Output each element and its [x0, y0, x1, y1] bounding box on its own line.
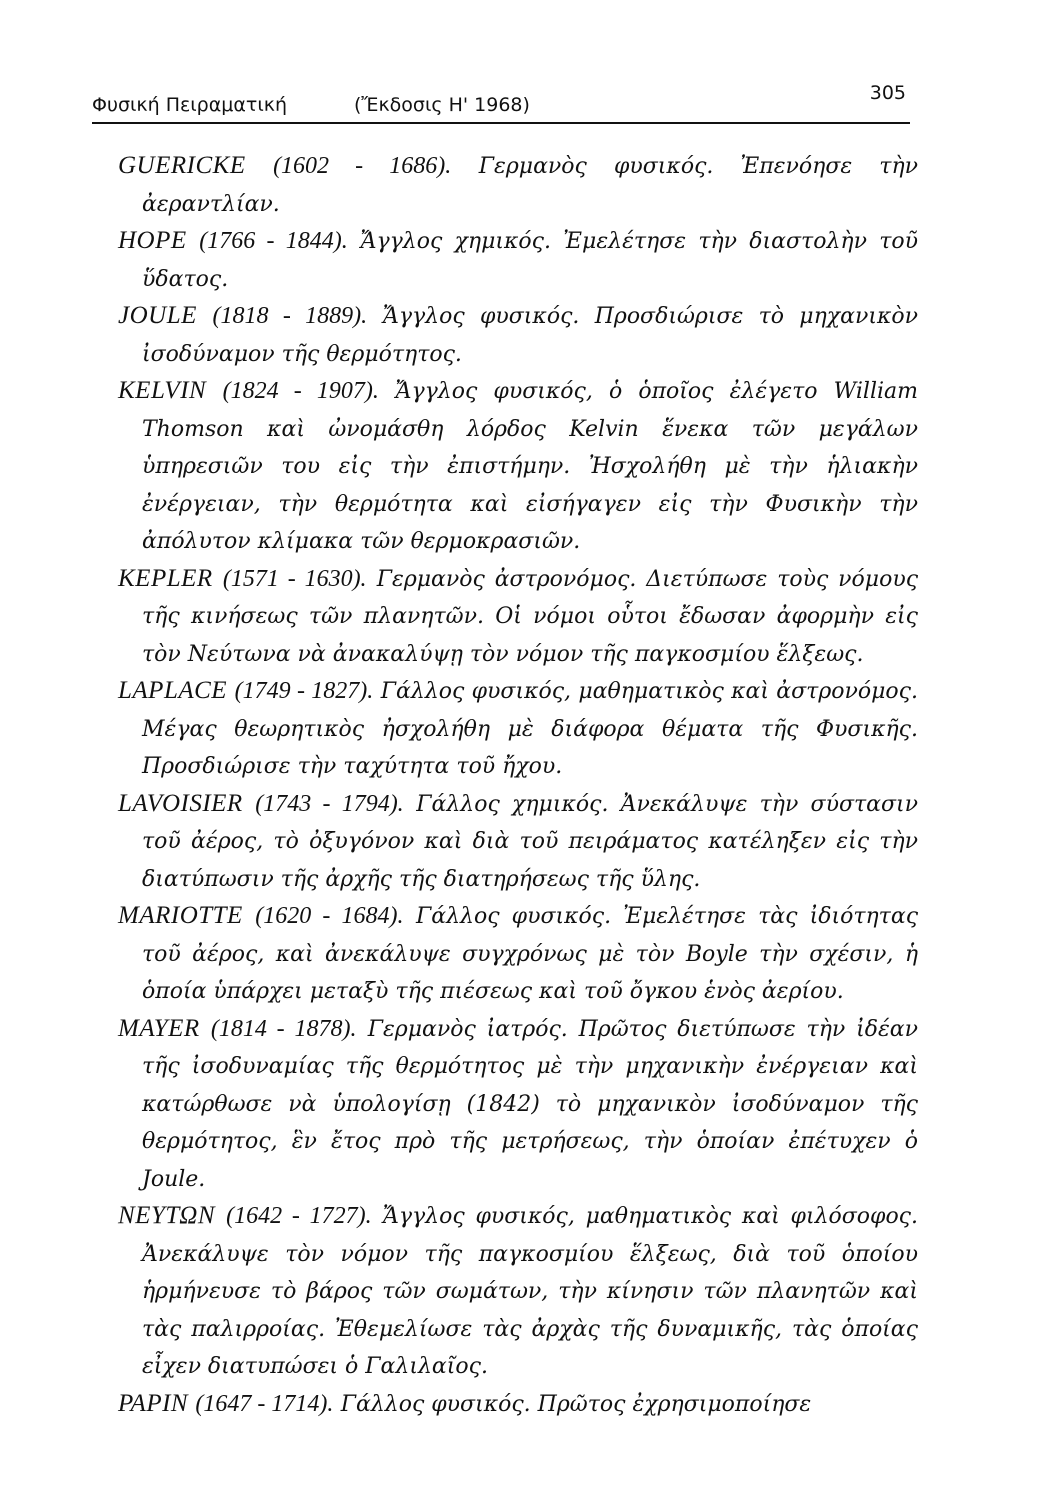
edition-label: (Ἔκδοσις Η' 1968) [354, 94, 530, 116]
entry-name: PAPIN [118, 1389, 189, 1417]
entry-newton [118, 1198, 918, 1386]
entry-name: GUERICKE [118, 152, 246, 179]
entry-kepler [118, 561, 918, 674]
entry-text: Γάλλος φυσικός. Πρῶτος ἐχρησιμοποίησε [340, 1391, 812, 1417]
entry-years: (1647 - 1714). [195, 1390, 334, 1417]
page-header [92, 82, 910, 124]
entry-name: KELVIN [118, 377, 207, 404]
book-title: Φυσική Πειραματική [92, 94, 287, 116]
entry-years: (1642 - 1727). [226, 1203, 372, 1229]
entry-years: (1743 - 1794). [255, 790, 404, 817]
entry-laplace [118, 673, 918, 786]
entry-years: (1818 - 1889). [212, 303, 368, 329]
entry-text: Ἄγγλος φυσικός, μαθηματικὸς καὶ φιλόσοφος. Ἀνεκάλυψε τὸν νόμον τῆς παγκοσμίου ἕλξεως, διὰ τοῦ ὁποίου ἡρμήνευσε τὸ βάρος τῶν σωμάτων, τὴν κίνησιν τῶν πλανητῶν καὶ τὰς παλιρροίας. Ἐθεμελίωσε τὰς ἀρχὰς τῆς δυναμικῆς, τὰς ὁποίας εἶχεν διατυπώσει ὁ Γαλιλαῖος. [142, 1204, 919, 1379]
entry-text: Γερμανὸς ἰατρός. Πρῶτος διετύπωσε τὴν ἰδέαν τῆς ἰσοδυναμίας τῆς θερμότητος μὲ τὴν μηχανικὴν ἐνέργειαν καὶ κατώρθωσε νὰ ὑπολογίσῃ (1842) τὸ μηχανικὸν ἰσοδύναμον τῆς θερμότητος, ἓν ἔτος πρὸ τῆς μετρήσεως, τὴν ὁποίαν ἐπέτυχεν ὁ Joule. [142, 1016, 919, 1192]
entry-mariotte [118, 898, 918, 1011]
entry-years: (1749 - 1827). [234, 678, 374, 704]
entry-guericke [118, 148, 918, 223]
entry-text: Γερμανὸς φυσικός. Ἐπενόησε τὴν ἀεραντλίαν. [142, 154, 919, 217]
entry-text: Γερμανὸς ἀστρονόμος. Διετύπωσε τοὺς νόμους τῆς κινήσεως τῶν πλανητῶν. Οἱ νόμοι οὗτοι ἔδωσαν ἀφορμὴν εἰς τὸν Νεύτωνα νὰ ἀνακαλύψῃ τὸν νόμον τῆς παγκοσμίου ἕλξεως. [142, 566, 919, 667]
entry-name: LAVOISIER [118, 789, 243, 817]
entry-years: (1620 - 1684). [255, 903, 404, 929]
entry-years: (1824 - 1907). [222, 378, 379, 404]
entry-name: MAYER [118, 1014, 200, 1042]
entry-name: JOULE [118, 302, 197, 329]
entry-hope [118, 223, 918, 298]
entry-years: (1814 - 1878). [210, 1015, 357, 1042]
page-number: 305 [869, 82, 906, 104]
entry-text: Γάλλος φυσικός, μαθηματικὸς καὶ ἀστρονόμος. Μέγας θεωρητικὸς ἠσχολήθη μὲ διάφορα θέματα τῆς Φυσικῆς. Προσδιώρισε τὴν ταχύτητα τοῦ ἤχου. [142, 679, 918, 779]
entry-years: (1602 - 1686). [273, 153, 452, 179]
entry-years: (1766 - 1844). [199, 228, 348, 254]
entry-name: ΝΕΥΤΩΝ [118, 1202, 216, 1229]
entry-text: Ἄγγλος φυσικός, ὁ ὁποῖος ἐλέγετο William Thomson καὶ ὠνομάσθη λόρδος Kelvin ἕνεκα τῶν μεγάλων ὑπηρεσιῶν του εἰς τὴν ἐπιστήμην. Ἠσχολήθη μὲ τὴν ἡλιακὴν ἐνέργειαν, τὴν θερμότητα καὶ εἰσήγαγεν εἰς τὴν Φυσικὴν τὴν ἀπόλυτον κλίμακα τῶν θερμοκρασιῶν. [142, 379, 919, 554]
entry-text: Γάλλος φυσικός. Ἐμελέτησε τὰς ἰδιότητας τοῦ ἀέρος, καὶ ἀνεκάλυψε συγχρόνως μὲ τὸν Boyle τὴν σχέσιν, ἡ ὁποία ὑπάρχει μεταξὺ τῆς πιέσεως καὶ τοῦ ὄγκου ἑνὸς ἀερίου. [142, 904, 919, 1004]
entry-mayer [118, 1011, 918, 1199]
entry-lavoisier [118, 786, 918, 899]
entry-name: HOPE [118, 227, 187, 254]
entry-text: Ἄγγλος χημικός. Ἐμελέτησε τὴν διαστολὴν τοῦ ὕδατος. [142, 229, 919, 292]
biography-list [118, 148, 918, 1423]
entry-years: (1571 - 1630). [222, 565, 367, 592]
entry-papin [118, 1386, 918, 1424]
entry-joule [118, 298, 918, 373]
entry-text: Γάλλος χημικός. Ἀνεκάλυψε τὴν σύστασιν τοῦ ἀέρος, τὸ ὀξυγόνον καὶ διὰ τοῦ πειράματος κατέληξεν εἰς τὴν διατύπωσιν τῆς ἀρχῆς τῆς διατηρήσεως τῆς ὕλης. [142, 791, 919, 892]
entry-name: KEPLER [118, 564, 213, 592]
entry-name: LAPLACE [118, 677, 228, 704]
entry-kelvin [118, 373, 918, 561]
entry-name: MARIOTTE [118, 902, 243, 929]
entry-text: Ἄγγλος φυσικός. Προσδιώρισε τὸ μηχανικὸν ἰσοδύναμον τῆς θερμότητος. [142, 304, 918, 367]
